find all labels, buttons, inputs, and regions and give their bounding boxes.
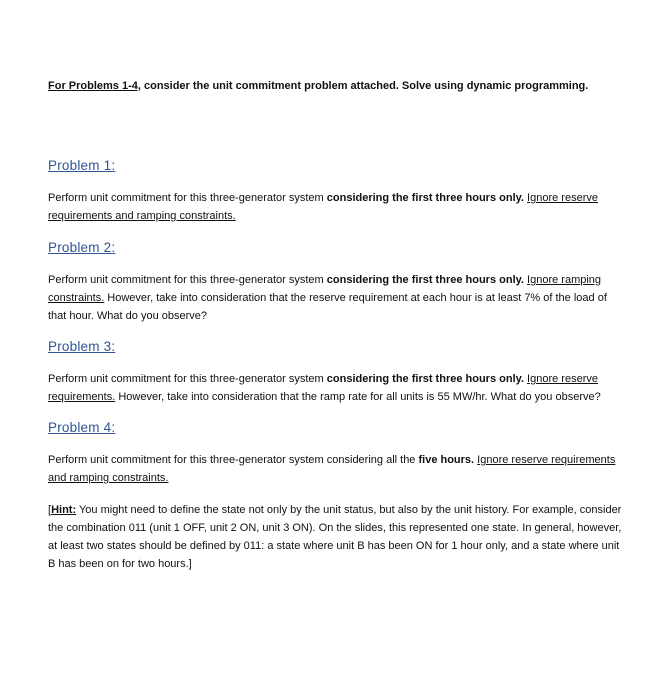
problem-2-title: Problem 2: [48,240,116,255]
hint-text: You might need to define the state not only by the unit status, but also by the unit history. For example, consider the combination 011 (unit 1 OFF, unit 2 ON, unit 3 ON). On the slides, this represented one state. In general, however, at least two states should be defined by 011: a state where unit B has been ON for 1 hour only, and a state where unit B has been on for two hours.] [48,504,622,570]
problem-1-pre: Perform unit commitment for this three-generator system [48,192,327,204]
hint-label: Hint: [51,504,77,516]
problem-2-post: However, take into consideration that the reserve requirement at each hour is at least 7% of the load of that hour. What do you observe? [48,292,607,322]
problem-4-pre: Perform unit commitment for this three-generator system considering all the [48,454,419,466]
problem-3-ignore: Ignore reserve requirements. [48,373,598,403]
hint-open-bracket: [ [48,504,52,516]
problem-1-ignore: Ignore reserve requirements and ramping constraints. [48,192,598,222]
document-page [48,76,628,573]
problem-1-body [48,189,628,225]
problem-2-ignore: Ignore ramping constraints. [48,274,602,304]
intro-rest: consider the unit commitment problem attached. Solve using dynamic programming. [140,80,589,92]
problem-3-bold: considering the first three hours only. [326,373,524,385]
problem-2-body [48,271,628,325]
problem-4-ignore: Ignore reserve requirements and ramping constraints. [48,454,616,484]
hint-paragraph [48,501,628,573]
problem-3-post: However, take into consideration that the ramp rate for all units is 55 MW/hr. What do you observe? [115,391,601,403]
problem-4-body [48,451,628,487]
problem-2-bold: considering the first three hours only. [326,274,524,286]
problem-3-body [48,370,628,406]
intro-paragraph [48,76,628,96]
problem-1-bold: considering the first three hours only. [326,192,524,204]
problem-4-title: Problem 4: [48,420,116,435]
problem-4-bold: five hours. [418,454,475,466]
intro-lead: For Problems 1-4, [48,80,141,92]
problem-1-title: Problem 1: [48,158,116,173]
problem-2-pre: Perform unit commitment for this three-generator system [48,274,327,286]
problem-3-title: Problem 3: [48,339,116,354]
problem-3-pre: Perform unit commitment for this three-generator system [48,373,327,385]
